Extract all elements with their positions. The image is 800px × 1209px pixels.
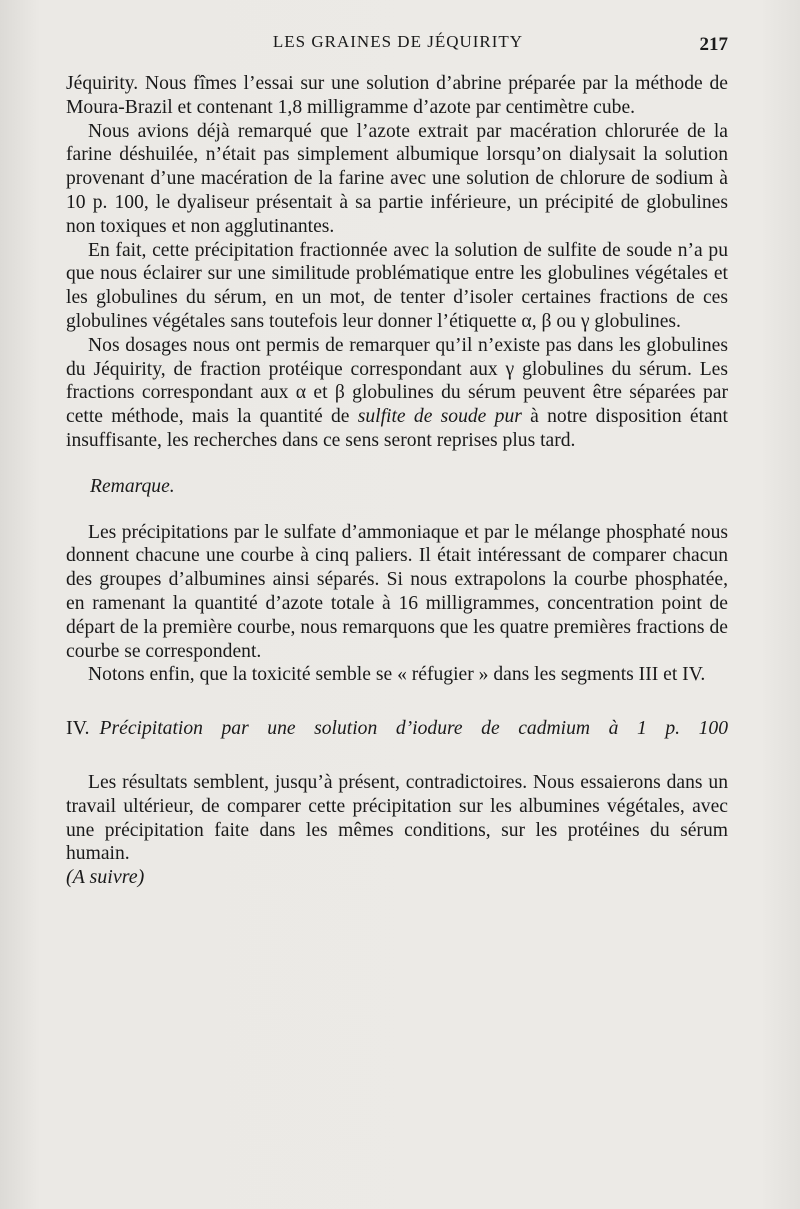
running-title: LES GRAINES DE JÉQUIRITY	[272, 32, 524, 51]
section-heading	[66, 717, 728, 741]
paragraph-2: Nous avions déjà remarqué que l’azote extrait par macération chlorurée de la farine déshuilée, n’était pas simplement albumique lorsqu’on dialysait la solution provenant d’une macération de la farine avec une solution de chlorure de sodium à 10 p. 100, le dyaliseur présentait à sa partie inférieure, un précipité de globulines non toxiques et non agglutinantes.	[66, 120, 728, 237]
page-body	[66, 72, 728, 890]
page-number: 217	[699, 34, 728, 55]
remarque-heading: Remarque.	[90, 475, 175, 497]
paragraph-7: Les résultats semblent, jusqu’à présent, contradictoires. Nous essaierons dans un travail ultérieur, de comparer cette précipitation sur les albumines végétales, avec une précipitation faite dans les mêmes conditions, sur les protéines du sérum humain.	[66, 771, 728, 865]
paragraph-1: Jéquirity. Nous fîmes l’essai sur une solution d’abrine préparée par la méthode de Moura-Brazil et contenant 1,8 milligramme d’azote par centimètre cube.	[66, 73, 728, 118]
running-header	[68, 30, 728, 60]
paragraph-4-text-b: à notre disposition étant insuffisante, les recherches dans ce sens seront reprises plus tard.	[66, 406, 729, 451]
paragraph-5: Les précipitations par le sulfate d’ammoniaque et par le mélange phosphaté nous donnent chacune une courbe à cinq paliers. Il était intéressant de comparer chacun des groupes d’albumines ainsi séparés. Si nous extrapolons la courbe phosphatée, en ramenant la quantité d’azote totale à 16 milligrammes, concentration point de départ de la première courbe, nous remarquons que les quatre premières fractions de courbe se correspondent.	[66, 521, 728, 662]
paragraph-3: En fait, cette précipitation fractionnée avec la solution de sulfite de soude n’a pu que nous éclairer sur une similitude problématique entre les globulines végétales et les globulines du sérum, en un mot, de tenter d’isoler certaines fractions de ces globulines végétales sans toutefois leur donner l’étiquette α, β ou γ globulines.	[66, 239, 728, 332]
paragraph-4-emphasis: sulfite de soude pur	[357, 406, 522, 428]
paragraph-4	[66, 334, 728, 453]
to-be-continued: (A suivre)	[66, 866, 145, 889]
paragraph-4-text-a: Nos dosages nous ont permis de remarquer qu’il n’existe pas dans les globulines du Jéquirity, de fraction protéique correspondant aux γ globulines du sérum. Les fractions correspondant aux α et β globulines du sérum peuvent être séparées par cette méthode, mais la quantité de	[66, 334, 728, 428]
paragraph-6: Notons enfin, que la toxicité semble se « réfugier » dans les segments III et IV.	[88, 664, 706, 686]
section-number: IV.	[66, 717, 90, 740]
section-title: Précipitation par une solution d’iodure de cadmium à 1 p. 100	[99, 718, 728, 740]
